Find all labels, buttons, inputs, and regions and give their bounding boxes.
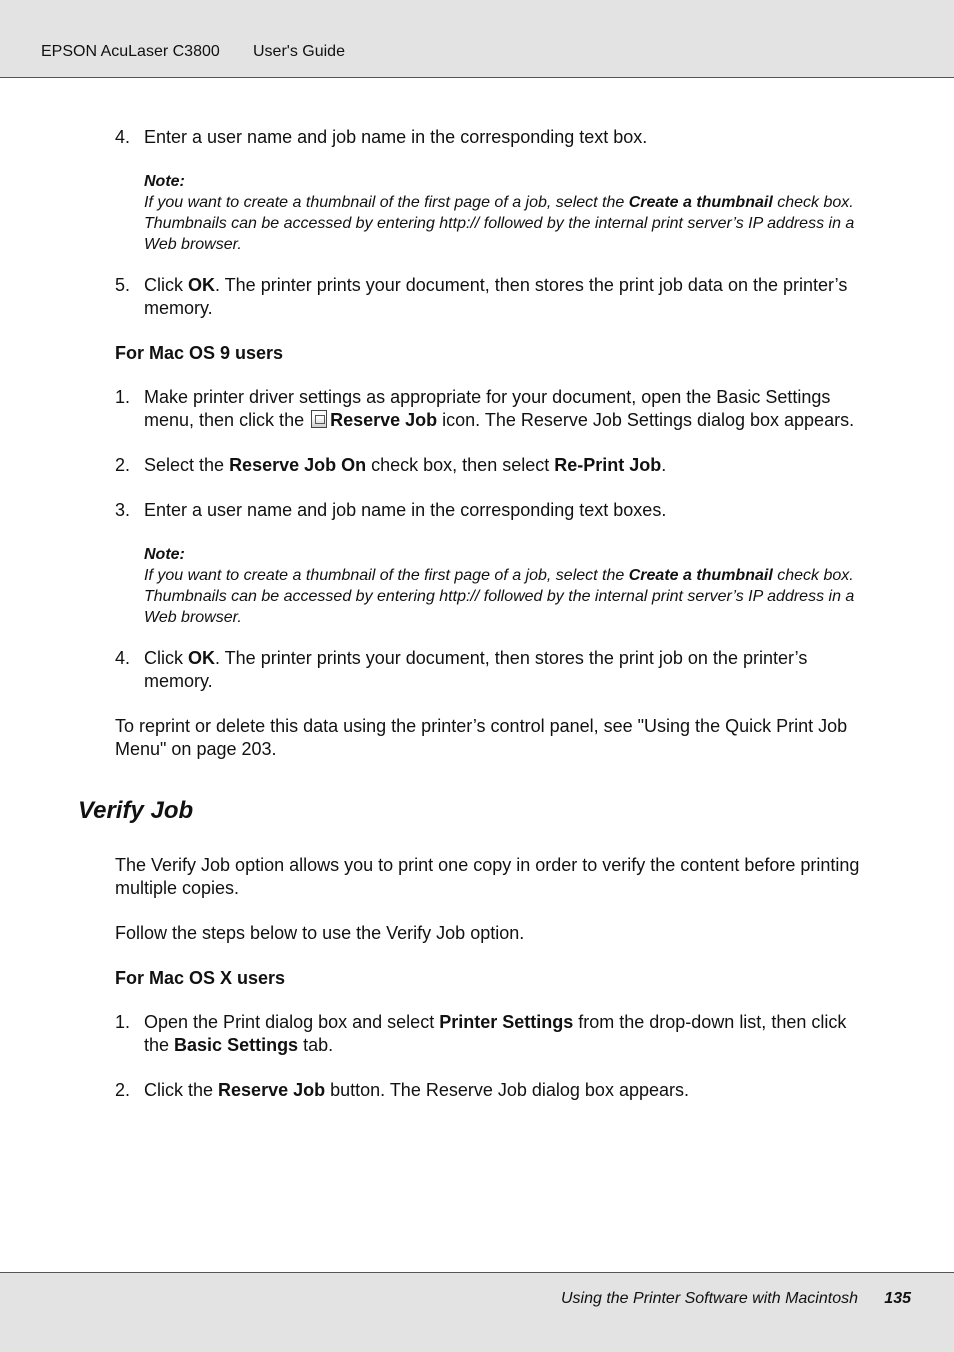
note-bold: Create a thumbnail: [628, 194, 773, 211]
step-bold: OK: [188, 275, 215, 295]
step-text: [144, 274, 875, 320]
step-text-part: . The printer prints your document, then stores the print job on the printer’s memory.: [144, 648, 808, 691]
step-text: Enter a user name and job name in the corresponding text box.: [144, 127, 648, 147]
step-number: 4.: [115, 127, 131, 147]
subheading-mac-os-9: For Mac OS 9 users: [115, 343, 284, 363]
step-text-part: check box, then select: [366, 455, 555, 475]
step-item: [115, 274, 875, 320]
reprint-paragraph: To reprint or delete this data using the printer’s control panel, see "Using the Quick Print Job Menu" on page 203.: [115, 716, 848, 759]
step-text-part: tab.: [298, 1035, 334, 1055]
step-number: 2.: [115, 455, 131, 475]
step-bold: Re-Print Job: [554, 455, 662, 475]
step-text-part: button. The Reserve Job dialog box appears.: [325, 1080, 689, 1100]
step-number: 1.: [115, 387, 131, 407]
footer-section-title: Using the Printer Software with Macintosh: [560, 1290, 858, 1307]
step-text: [144, 386, 875, 432]
header-guide: User's Guide: [253, 43, 345, 60]
step-item: [115, 454, 875, 477]
header-product: EPSON AcuLaser C3800: [41, 43, 220, 60]
step-item: [115, 1079, 875, 1102]
step-bold: Reserve Job: [330, 410, 438, 430]
note-text-part: If you want to create a thumbnail of the first page of a job, select the: [144, 567, 629, 584]
step-text-part: Click the: [144, 1080, 219, 1100]
step-item: [115, 499, 875, 522]
step-number: 1.: [115, 1012, 131, 1032]
note-block: [144, 171, 875, 255]
page-footer: [0, 1272, 954, 1352]
step-text: Enter a user name and job name in the corresponding text boxes.: [144, 500, 667, 520]
step-bold: Reserve Job: [218, 1080, 326, 1100]
step-text: [144, 1079, 875, 1102]
note-text-part: check box. Thumbnails can be accessed by entering http:// followed by the internal print server’s IP address in a Web browser.: [144, 567, 855, 626]
step-bold: Printer Settings: [439, 1012, 574, 1032]
step-text-part: . The printer prints your document, then stores the print job data on the printer’s memory.: [144, 275, 848, 318]
step-text: [144, 647, 875, 693]
step-text-part: Click: [144, 275, 188, 295]
verify-intro-paragraph: The Verify Job option allows you to print one copy in order to verify the content before printing multiple copies.: [115, 855, 860, 898]
step-item: [115, 1011, 875, 1057]
note-bold: Create a thumbnail: [628, 567, 773, 584]
note-label: Note:: [144, 173, 185, 190]
note-label: Note:: [144, 546, 185, 563]
reserve-job-icon: [311, 410, 327, 428]
note-text: [144, 567, 854, 626]
step-bold: Reserve Job On: [229, 455, 367, 475]
step-number: 2.: [115, 1080, 131, 1100]
step-number: 5.: [115, 275, 131, 295]
step-text-part: from the drop-down list, then click the: [144, 1012, 847, 1055]
step-text-part: Click: [144, 648, 188, 668]
note-text: [144, 194, 854, 253]
step-bold: OK: [188, 648, 215, 668]
note-text-part: If you want to create a thumbnail of the first page of a job, select the: [144, 194, 629, 211]
page-content: [78, 126, 875, 1124]
step-number: 4.: [115, 648, 131, 668]
step-number: 3.: [115, 500, 131, 520]
step-text: [144, 1011, 875, 1057]
step-item: [115, 126, 875, 149]
step-text-part: .: [661, 455, 667, 475]
step-item: [115, 386, 875, 432]
step-text-part: Make printer driver settings as appropriate for your document, open the Basic Settings menu, then click the: [144, 387, 831, 430]
subheading-mac-os-x: For Mac OS X users: [115, 968, 286, 988]
section-title-verify-job: Verify Job: [78, 797, 194, 824]
step-text: [144, 454, 875, 477]
step-text-part: icon. The Reserve Job Settings dialog box appears.: [437, 410, 855, 430]
page-number: 135: [884, 1290, 911, 1307]
step-item: [115, 647, 875, 693]
note-block: [144, 544, 875, 628]
page-header: [0, 0, 954, 78]
step-text-part: Select the: [144, 455, 230, 475]
note-text-part: check box. Thumbnails can be accessed by entering http:// followed by the internal print server’s IP address in a Web browser.: [144, 194, 855, 253]
step-bold: Basic Settings: [174, 1035, 299, 1055]
verify-follow-paragraph: Follow the steps below to use the Verify Job option.: [115, 923, 525, 943]
step-text-part: Open the Print dialog box and select: [144, 1012, 440, 1032]
